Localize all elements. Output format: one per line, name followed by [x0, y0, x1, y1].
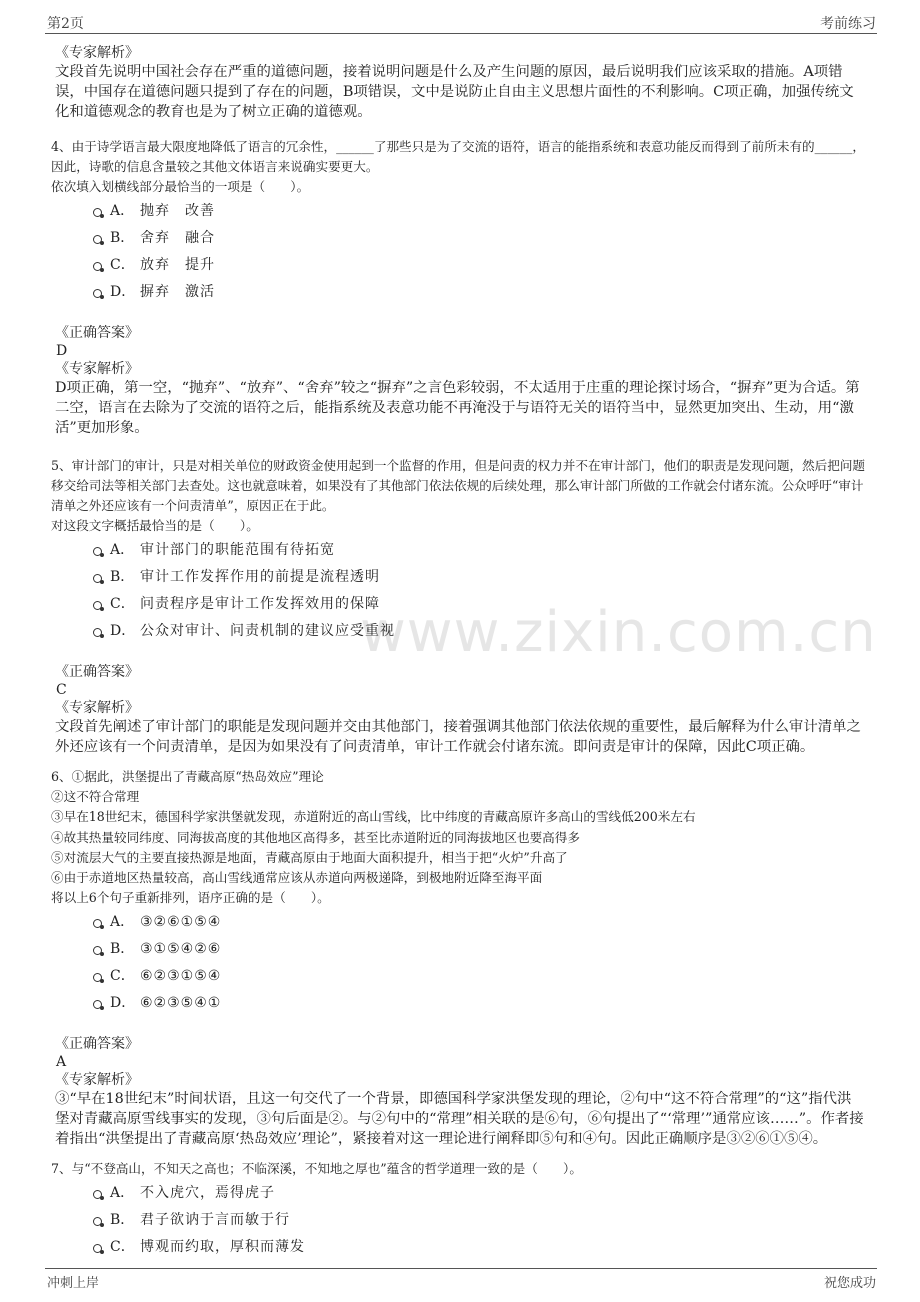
q6-sentence: ④故其热量较同纬度、同海拔高度的其他地区高得多，甚至比赤道附近的同海拔地区也要高得多 [51, 829, 580, 845]
radio-icon[interactable] [93, 1244, 102, 1253]
q5-option-c[interactable]: C． 问责程序是审计工作发挥效用的保障 [93, 594, 865, 621]
q6-explanation: ③“早在18世纪末”时间状语，且这一句交代了一个背景，即德国科学家洪堡发现的理论，②句中“这不符合常理”的“这”指代洪堡对青藏高原雪线事实的发现，③句后面是②。与②句中的“常理”相关联的是⑥句，⑥句提出了“‘常理’”通常应该……”。作者接着指出“洪堡提出了青藏高原‘热岛效应’理论”，紧接着对这一理论进行阐释即⑤句和④句。因此正确顺序是③②⑥①⑤④。 [55, 1091, 864, 1148]
q6-expert-label: 《专家解析》 [55, 1072, 139, 1089]
q6-options [93, 912, 865, 1020]
q3-explanation: 文段首先说明中国社会存在严重的道德问题，接着说明问题是什么及产生问题的原因，最后说明我们应该采取的措施。A项错误，中国存在道德问题只提到了存在的问题，B项错误，文中是说防止自由主义思想片面性的不利影响。C项正确，加强传统文化和道德观念的教育也是为了树立正确的道德观。 [55, 64, 854, 120]
q7-option-b[interactable]: B． 君子欲讷于言而敏于行 [93, 1210, 865, 1237]
q4-answer: D [56, 343, 68, 359]
radio-icon[interactable] [93, 601, 102, 610]
radio-icon[interactable] [93, 208, 102, 217]
header-divider [45, 33, 877, 34]
q6-stem: 6、①据此，洪堡提出了青藏高原“热岛效应”理论 [51, 769, 324, 784]
footer-left-text: 冲刺上岸 [47, 1276, 100, 1291]
q5-options [93, 540, 865, 648]
q6-option-c[interactable]: C． ⑥②③①⑤④ [93, 966, 865, 993]
question-5 [51, 456, 866, 757]
q4-options [93, 201, 865, 309]
radio-icon[interactable] [93, 262, 102, 271]
q4-prompt: 依次填入划横线部分最恰当的一项是（ ）。 [51, 179, 310, 194]
radio-icon[interactable] [93, 1000, 102, 1009]
q6-sentence: ⑤对流层大气的主要直接热源是地面，青藏高原由于地面大面积提升，相当于把“火炉”升高了 [51, 849, 568, 865]
question-6 [51, 767, 865, 1149]
q3-expert-label: 《专家解析》 [55, 45, 139, 61]
q4-answer-label: 《正确答案》 [55, 325, 139, 341]
q5-option-a[interactable]: A． 审计部门的职能范围有待拓宽 [93, 540, 865, 567]
q4-expert-label: 《专家解析》 [55, 361, 139, 377]
radio-icon[interactable] [93, 1190, 102, 1199]
q5-answer: C [56, 682, 67, 698]
q5-option-b[interactable]: B． 审计工作发挥作用的前提是流程透明 [93, 567, 865, 594]
q6-prompt: 将以上6个句子重新排列，语序正确的是（ ）。 [51, 890, 330, 906]
radio-icon[interactable] [93, 1217, 102, 1226]
q6-answer: A [56, 1054, 67, 1071]
radio-icon[interactable] [93, 946, 102, 955]
footer-divider [45, 1268, 877, 1269]
question-4 [51, 137, 866, 438]
q5-stem: 5、审计部门的审计，只是对相关单位的财政资金使用起到一个监督的作用，但是问责的权力并不在审计部门，他们的职责是发现问题，然后把问题移交给司法等相关部门去查处。这也就意味着，如果没有了其他部门依法依规的后续处理，那么审计部门所做的工作就会付诸东流。公众呼吁“审计清单之外还应该有一个问责清单”，原因正在于此。 [51, 458, 866, 513]
q6-sentence: ⑥由于赤道地区热量较高，高山雪线通常应该从赤道向两极递降，到极地附近降至海平面 [51, 870, 543, 886]
q5-expert-label: 《专家解析》 [55, 700, 139, 716]
radio-icon[interactable] [93, 235, 102, 244]
q6-sentence: ②这不符合常理 [51, 789, 140, 804]
q7-option-c[interactable]: C． 博观而约取，厚积而薄发 [93, 1237, 865, 1264]
q4-option-d[interactable]: D． 摒弃 激活 [93, 282, 865, 309]
document-body [51, 44, 866, 1264]
q7-stem: 7、与“不登高山，不知天之高也；不临深溪，不知地之厚也”蕴含的哲学道理一致的是（ ）。 [51, 1161, 582, 1177]
q4-explanation: D项正确，第一空，“抛弃”、“放弃”、“舍弃”较之“摒弃”之言色彩较弱，不太适用于庄重的理论探讨场合，“摒弃”更为合适。第二空，语言在去除为了交流的语符之后，能指系统及表意功能不再淹没于与语符无关的语符当中，显然更加突出、生动，用“激活”更加形象。 [55, 380, 860, 436]
q5-explanation: 文段首先阐述了审计部门的职能是发现问题并交由其他部门，接着强调其他部门依法依规的重要性，最后解释为什么审计清单之外还应该有一个问责清单，是因为如果没有了问责清单，审计工作就会付诸东流。即问责是审计的保障，因此C项正确。 [55, 719, 861, 755]
watermark: www.zixin.com.cn [360, 600, 877, 665]
q5-option-d[interactable]: D． 公众对审计、问责机制的建议应受重视 [93, 621, 865, 648]
q4-option-b[interactable]: B． 舍弃 融合 [93, 228, 865, 255]
radio-icon[interactable] [93, 973, 102, 982]
q4-stem: 4、由于诗学语言最大限度地降低了语言的冗余性，______了那些只是为了交流的语符，语言的能指系统和表意功能反而得到了前所未有的______，因此，诗歌的信息含量较之其他文体语言来说确实要更大。 [51, 139, 866, 174]
radio-icon[interactable] [93, 289, 102, 298]
q4-option-a[interactable]: A． 抛弃 改善 [93, 201, 865, 228]
radio-icon[interactable] [93, 628, 102, 637]
q5-answer-label: 《正确答案》 [55, 664, 139, 680]
page-header [0, 0, 920, 32]
radio-icon[interactable] [93, 574, 102, 583]
q6-sentence: ③早在18世纪末，德国科学家洪堡就发现，赤道附近的高山雪线，比中纬度的青藏高原许多高山的雪线低200米左右 [51, 809, 696, 825]
q6-option-a[interactable]: A． ③②⑥①⑤④ [93, 912, 865, 939]
page-number: 第2页 [47, 16, 84, 32]
q6-answer-label: 《正确答案》 [55, 1036, 139, 1053]
question-7 [51, 1159, 865, 1264]
header-title: 考前练习 [820, 16, 876, 32]
q7-option-a[interactable]: A． 不入虎穴，焉得虎子 [93, 1183, 865, 1210]
q7-options [93, 1183, 865, 1264]
radio-icon[interactable] [93, 547, 102, 556]
footer-right-text: 祝您成功 [823, 1276, 876, 1291]
radio-icon[interactable] [93, 919, 102, 928]
q4-option-c[interactable]: C． 放弃 提升 [93, 255, 865, 282]
q5-prompt: 对这段文字概括最恰当的是（ ）。 [51, 518, 259, 533]
q6-option-b[interactable]: B． ③①⑤④②⑥ [93, 939, 865, 966]
q6-option-d[interactable]: D． ⑥②③⑤④① [93, 993, 865, 1020]
